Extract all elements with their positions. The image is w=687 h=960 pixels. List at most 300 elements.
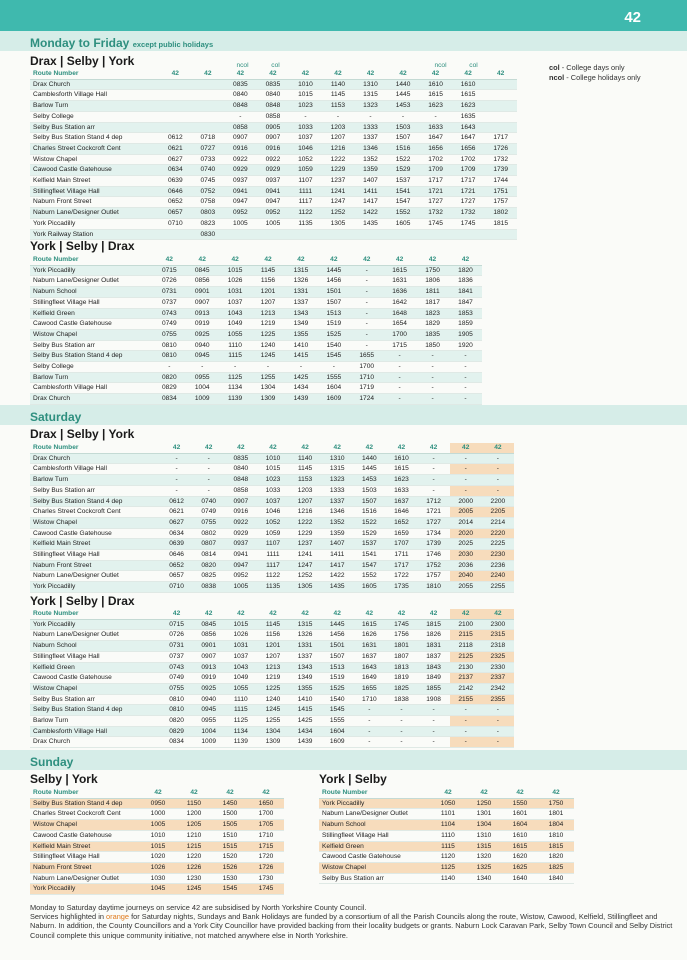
stop-name: York Piccadilly [319,798,430,809]
route-number-cell: 42 [322,69,355,79]
table-title: York | Selby | Drax [30,239,135,253]
time-cell: 1101 [430,809,466,820]
time-cell: 1207 [252,297,285,308]
time-cell: - [482,705,514,716]
time-cell: 1037 [257,496,289,507]
time-cell: 1415 [289,705,321,716]
time-cell: 2155 [450,694,482,705]
time-cell: 1615 [353,619,385,630]
route-number-cell: 42 [353,609,385,619]
time-cell: 1643 [452,122,485,133]
time-cell: 1140 [289,453,321,464]
time-cell: 1810 [418,582,450,593]
time-cell [354,229,387,240]
time-cell: 1111 [289,186,322,197]
time-cell: 2030 [450,550,482,561]
time-cell: 0810 [161,705,193,716]
table-row [30,528,514,539]
time-cell: 2355 [482,694,514,705]
time-cell: 1802 [484,208,517,219]
table-row [30,176,517,187]
time-cell: 1033 [289,122,322,133]
time-cell: 1700 [248,809,284,820]
footnote [30,903,675,940]
time-cell: 0639 [161,539,193,550]
time-cell: 2240 [482,571,514,582]
time-cell: 1410 [284,340,317,351]
time-cell: 1052 [289,154,322,165]
stop-name: Naburn Lane/Designer Outlet [30,630,161,641]
route-number-cell: 42 [289,443,321,453]
stop-name: Wistow Chapel [319,862,430,873]
time-cell: 2118 [450,641,482,652]
time-cell: 2325 [482,651,514,662]
time-cell: - [353,737,385,748]
time-cell: 1705 [248,820,284,831]
table-row [30,630,514,641]
table-row [30,873,284,884]
time-cell: 0919 [193,673,225,684]
time-cell: 1710 [353,694,385,705]
time-cell: 1037 [219,297,252,308]
time-cell: 1745 [419,218,452,229]
time-cell: 1230 [176,873,212,884]
time-cell: 0907 [224,133,257,144]
time-cell: 1050 [430,798,466,809]
time-cell: - [416,394,449,405]
table-title: Drax | Selby | York [30,54,135,68]
time-cell: 0907 [257,133,290,144]
stop-name: Naburn School [30,641,161,652]
time-cell: 1037 [225,651,257,662]
time-cell: 0726 [153,276,186,287]
time-cell: 1046 [257,507,289,518]
time-cell: - [416,351,449,362]
time-cell: - [186,362,219,373]
time-cell: 1835 [416,329,449,340]
time-cell: 2200 [482,496,514,507]
time-cell: 2330 [482,662,514,673]
time-cell: 0740 [193,496,225,507]
time-cell: 1134 [219,383,252,394]
time-cell: 1552 [353,571,385,582]
time-cell: 1435 [321,582,353,593]
time-cell: 1110 [225,694,257,705]
stop-name: Cawood Castle Gatehouse [30,319,153,330]
time-cell: - [450,737,482,748]
route-number-cell: 42 [193,443,225,453]
route-number-label: Route Number [30,443,161,453]
time-cell: 1107 [257,539,289,550]
time-cell [289,229,322,240]
time-cell: 1117 [289,197,322,208]
time-cell: 0941 [224,186,257,197]
time-cell: 1435 [354,218,387,229]
time-cell: 1415 [284,351,317,362]
time-cell: - [350,297,383,308]
time-cell: 0840 [257,90,290,101]
time-cell: 1110 [430,830,466,841]
time-cell: 1111 [257,550,289,561]
section-subtitle: except public holidays [132,40,214,49]
time-cell: - [482,464,514,475]
time-cell: 1117 [257,560,289,571]
time-cell: - [482,453,514,464]
time-cell: 1555 [321,716,353,727]
table-row [30,453,514,464]
time-cell: 1530 [212,873,248,884]
time-cell: 1222 [322,154,355,165]
time-cell: 2342 [482,683,514,694]
stop-name: Wistow Chapel [30,517,161,528]
route-number-label: Route Number [319,788,430,798]
route-number-cell: 42 [452,69,485,79]
time-cell: 0907 [225,496,257,507]
table-row [30,651,514,662]
time-cell: 1325 [466,862,502,873]
time-cell: 1519 [317,319,350,330]
route-number-cell: 42 [140,788,176,798]
time-cell: 1349 [289,673,321,684]
route-number-cell: 42 [257,443,289,453]
route-number-label: Route Number [30,255,153,265]
time-cell: 1623 [419,101,452,112]
route-number-cell: 42 [161,609,193,619]
table-row [30,133,517,144]
time-cell: 1819 [385,673,417,684]
time-cell: - [416,362,449,373]
route-number-cell: 42 [289,609,321,619]
table-row [30,798,284,809]
time-cell: 1337 [354,133,387,144]
table-row [30,329,482,340]
time-cell: 1623 [452,101,485,112]
table-row [30,852,284,863]
time-cell: 1721 [418,507,450,518]
time-cell: 1411 [354,186,387,197]
stop-name: Kelfield Green [319,841,430,852]
table-row [30,122,517,133]
time-cell: 1201 [252,287,285,298]
time-cell: 1222 [289,517,321,528]
time-cell: 1541 [353,550,385,561]
time-cell: 0715 [161,619,193,630]
time-cell: 1840 [538,873,574,884]
table-row [30,694,514,705]
time-cell [257,229,290,240]
table-row [30,111,517,122]
table-row [30,265,482,276]
route-number-cell: 42 [284,255,317,265]
time-cell: 1445 [387,90,420,101]
time-cell: 1043 [225,662,257,673]
time-cell: 1820 [538,852,574,863]
time-cell: 1537 [387,176,420,187]
time-cell: - [450,475,482,486]
time-cell: 1139 [225,737,257,748]
route-number-cell: 42 [387,69,420,79]
time-cell: 0929 [225,528,257,539]
time-cell: 1807 [385,651,417,662]
time-cell: 2040 [450,571,482,582]
time-cell: 1156 [257,630,289,641]
time-cell: - [418,453,450,464]
time-cell [224,229,257,240]
time-cell: 0950 [140,798,176,809]
stop-name: Barlow Turn [30,716,161,727]
time-cell: 0718 [192,133,225,144]
route-number-cell: 42 [186,255,219,265]
time-cell: 0858 [225,485,257,496]
time-cell: 1843 [418,662,450,673]
table-row [30,464,514,475]
stop-name: Cawood Castle Gatehouse [30,528,161,539]
table-row [30,673,514,684]
table-row [30,619,514,630]
time-cell: 0710 [161,582,193,593]
time-cell: 0612 [161,496,193,507]
time-cell: 1654 [383,319,416,330]
time-cell: 1745 [385,619,417,630]
time-cell: 1355 [284,329,317,340]
time-cell: 1241 [322,186,355,197]
table-row [30,319,482,330]
stop-name: York Piccadilly [30,218,159,229]
footnote-line: Monday to Saturday daytime journeys on service 42 are subsidised by North Yorkshire County Council. [30,903,367,912]
time-cell: 1333 [321,485,353,496]
time-cell: 1709 [419,165,452,176]
time-cell: 1304 [466,820,502,831]
time-cell: 0913 [193,662,225,673]
time-cell: 1717 [419,176,452,187]
time-cell: 1837 [418,651,450,662]
time-cell: 1849 [418,673,450,684]
time-cell: - [383,383,416,394]
time-cell: 1751 [484,186,517,197]
time-cell: 1255 [257,716,289,727]
route-header-row [30,788,284,798]
route-header-row [30,609,514,619]
time-cell: - [161,453,193,464]
route-number-cell: 42 [159,69,192,79]
time-cell: 2005 [450,507,482,518]
time-cell [419,229,452,240]
time-cell: 1210 [176,830,212,841]
stop-name: Naburn Lane/Designer Outlet [30,571,161,582]
time-cell: 1720 [248,852,284,863]
time-cell: 2220 [482,528,514,539]
time-cell: 1541 [387,186,420,197]
table-row [30,830,284,841]
time-cell: - [418,464,450,475]
time-cell: 0621 [159,143,192,154]
time-cell: 2100 [450,619,482,630]
time-cell: 1145 [257,619,289,630]
route-number-cell: 42 [416,255,449,265]
time-cell: 1305 [322,218,355,229]
time-cell: 1250 [466,798,502,809]
time-cell: 1310 [354,79,387,90]
table-row [30,276,482,287]
time-cell: 1813 [385,662,417,673]
section-title: Saturday [30,410,82,424]
time-cell: 1310 [321,453,353,464]
time-cell [159,111,192,122]
route-number-cell: 42 [224,69,257,79]
time-cell: 0955 [193,716,225,727]
time-cell: 1015 [219,265,252,276]
time-cell: 0810 [153,351,186,362]
time-cell: 0929 [224,165,257,176]
stop-name: Stillingfleet Village Hall [30,297,153,308]
time-cell [484,122,517,133]
table-title: Selby | York [30,772,98,786]
time-cell: 2214 [482,517,514,528]
time-cell: 1647 [452,133,485,144]
time-cell: 1122 [257,571,289,582]
stop-name: Selby Bus Station arr [30,122,159,133]
time-cell: 1207 [289,496,321,507]
time-cell: 1711 [385,550,417,561]
time-cell: 1515 [212,841,248,852]
stop-name: Cawood Castle Gatehouse [30,830,140,841]
time-cell: 1005 [224,218,257,229]
time-cell: 1247 [322,197,355,208]
time-cell: 1710 [248,830,284,841]
table-row [30,154,517,165]
table-title: York | Selby | Drax [30,594,135,608]
time-cell: 1525 [321,683,353,694]
stop-name: Selby College [30,362,153,373]
time-cell: 1135 [289,218,322,229]
time-cell: 0940 [186,340,219,351]
time-cell: 1719 [350,383,383,394]
time-cell: 0840 [224,90,257,101]
time-cell: 0820 [193,560,225,571]
time-cell: 0907 [186,297,219,308]
time-cell: 0952 [257,208,290,219]
time-cell: 1516 [387,143,420,154]
time-cell: 2125 [450,651,482,662]
route-number-cell: 42 [225,443,257,453]
time-cell: 1739 [418,539,450,550]
time-cell: 1829 [416,319,449,330]
time-cell: 0731 [161,641,193,652]
time-cell: 1240 [257,694,289,705]
time-cell: 1745 [452,218,485,229]
time-cell: 1046 [289,143,322,154]
time-cell: 1700 [350,362,383,373]
time-cell: 1445 [321,619,353,630]
time-cell: 1545 [317,351,350,362]
time-cell: 1831 [418,641,450,652]
time-cell: 0731 [153,287,186,298]
time-cell: 1104 [430,820,466,831]
time-cell: 1908 [418,694,450,705]
time-cell: 1026 [140,862,176,873]
time-cell: 1015 [289,90,322,101]
time-cell: 2255 [482,582,514,593]
time-cell [484,90,517,101]
time-cell: 0737 [161,651,193,662]
time-cell: 2036 [450,560,482,571]
time-cell: 1610 [419,79,452,90]
time-cell: 1732 [484,154,517,165]
time-cell: 1245 [176,884,212,895]
time-cell: 1445 [353,464,385,475]
time-cell: - [317,362,350,373]
time-cell: - [419,111,452,122]
time-cell: - [161,464,193,475]
table-row [30,297,482,308]
route-number-cell: 42 [219,255,252,265]
time-cell: 1815 [484,218,517,229]
section-band-monday-friday [0,31,687,51]
time-cell: 1049 [225,673,257,684]
time-cell: 1359 [354,165,387,176]
time-cell: 1745 [248,884,284,895]
time-cell: 2230 [482,550,514,561]
time-cell: 1732 [419,208,452,219]
time-cell: 1855 [418,683,450,694]
time-cell: 2300 [482,619,514,630]
time-cell: - [350,265,383,276]
time-cell: - [418,716,450,727]
time-cell [192,79,225,90]
time-cell: 0646 [161,550,193,561]
stop-name: Camblesforth Village Hall [30,726,161,737]
time-cell: - [449,351,482,362]
timetable-mf-york-drax [30,255,482,405]
time-cell: 1456 [317,276,350,287]
time-cell: 0829 [161,726,193,737]
route-number-cell: 42 [482,443,514,453]
time-cell: 0952 [225,571,257,582]
time-cell: 1203 [289,485,321,496]
time-cell: 1631 [353,641,385,652]
time-cell: 2000 [450,496,482,507]
time-cell: 1757 [418,571,450,582]
time-cell: 1757 [484,197,517,208]
time-cell: 1331 [289,641,321,652]
time-cell: 1411 [321,550,353,561]
time-cell: 1615 [383,265,416,276]
timetable-sat-york-drax [30,609,514,748]
time-cell: 1513 [317,308,350,319]
time-cell: 2225 [482,539,514,550]
table-row [30,517,514,528]
stop-name: Barlow Turn [30,475,161,486]
time-cell: 1823 [416,308,449,319]
time-cell: 1059 [257,528,289,539]
route-number-cell: 42 [153,255,186,265]
time-cell: 1026 [225,630,257,641]
time-cell: - [193,453,225,464]
time-cell: 0634 [161,528,193,539]
time-cell: 1825 [538,862,574,873]
time-cell: 1503 [353,485,385,496]
time-cell: 1815 [538,841,574,852]
time-cell: 2315 [482,630,514,641]
time-cell: 1410 [289,694,321,705]
time-cell: 1247 [289,560,321,571]
time-cell: 1417 [321,560,353,571]
section-band-saturday [0,405,687,425]
time-cell: 1712 [418,496,450,507]
stop-name: Camblesforth Village Hall [30,90,159,101]
time-cell [387,229,420,240]
time-cell [159,90,192,101]
